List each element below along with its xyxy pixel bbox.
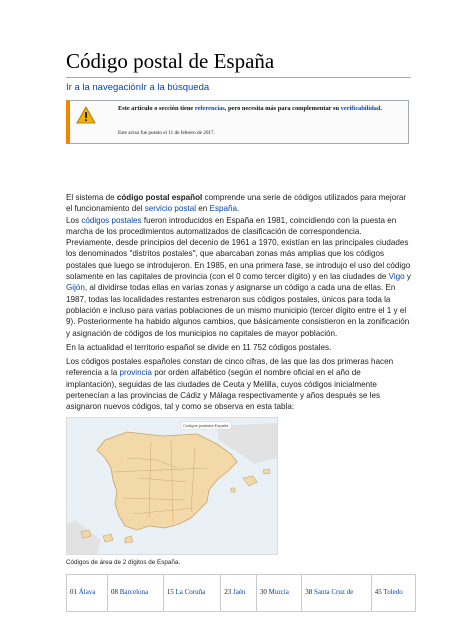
paragraph-count: En la actualidad el territorio español se divide en 11 752 códigos postales. [66, 342, 332, 352]
verification-notice [66, 100, 409, 144]
table-cell: 08 Barcelona [108, 574, 164, 611]
postal-service-link[interactable]: servicio postal [144, 204, 197, 214]
go-to-navigation-link[interactable]: Ir a la navegación [66, 82, 141, 93]
article-body [66, 192, 411, 413]
gijon-link[interactable]: Gijón [66, 283, 85, 293]
province-link[interactable]: La Coruña [175, 588, 206, 597]
bold-term: código postal español [116, 193, 203, 202]
province-link[interactable]: Jaén [232, 588, 246, 597]
table-cell: 45 Toledo [371, 574, 415, 611]
province-link[interactable]: Murcia [268, 588, 289, 597]
province-link[interactable]: Barcelona [119, 588, 149, 597]
page-title: Código postal de España [66, 49, 275, 73]
province-link[interactable]: Santa Cruz de [314, 588, 354, 597]
table-cell: 15 La Coruña [163, 574, 220, 611]
paragraph-intro: El sistema de código postal español comprende una serie de códigos utilizados para mejorar el funcionamiento del servicio postal en España. Los códigos postales fueron introducidos en España en 1981, coincidiendo con la puesta en marcha de los procedimientos automatizados de clasificación de correspondencia. Previamente, desde principios del decenio de 1961 a 1970, existían en las principales ciudades los denominados "distritos postales", que abarcaban zonas más amplias que los códigos postales que luego se introdujeron. En 1985, en una primera fase, se introdujo el uso del código solamente en las capitales de provincia (con el 0 como tercer dígito) y en las ciudades de Vigo y Gijón, al dividirse todas ellas en varias zonas y asignarse un código a cada una de ellas. En 1987, todas las localidades restantes estrenaron sus códigos postales, únicos para toda la población e incluso para varias poblaciones de un mismo municipio (tercer dígito entre el 1 y el 9). Posteriormente ha habido algunos cambios, que básicamente consistieron en la zonificación y asignación de códigos de los municipios no capitales de mayor población. [66, 193, 411, 338]
warning-icon [76, 106, 96, 124]
table-cell: 23 Jaén [221, 574, 257, 611]
postal-code-map[interactable] [66, 417, 278, 555]
article [66, 38, 411, 612]
province-link[interactable]: Toledo [383, 588, 403, 597]
verifiability-link[interactable]: verificabilidad [340, 105, 381, 112]
province-link[interactable]: Álava [78, 588, 96, 597]
table-row [67, 574, 416, 611]
map-caption: Códigos de área de 2 dígitos de España. [66, 558, 181, 566]
province-link[interactable]: provincia [119, 368, 152, 378]
vigo-link[interactable]: Vigo [388, 272, 405, 282]
map-title: Códigos postales España [183, 422, 229, 428]
notice-date: Este aviso fue puesto el 11 de febrero de 2017. [118, 130, 215, 136]
skip-links [66, 81, 411, 94]
spain-map-image [67, 418, 277, 554]
title-divider [66, 77, 411, 78]
notice-text: Este artículo o sección tiene referencias, pero necesita más para complementar su verificabilidad. [118, 105, 383, 112]
go-to-search-link[interactable]: Ir a la búsqueda [141, 82, 210, 93]
table-cell: 30 Murcia [256, 574, 301, 611]
references-link[interactable]: referencias [194, 105, 225, 112]
spain-link[interactable]: España [209, 204, 238, 214]
table-cell: 38 Santa Cruz de [302, 574, 372, 611]
paragraph-structure: Los códigos postales españoles constan de cinco cifras, de las que las dos primeras hacen referencia a la provincia por orden alfabético (según el nombre oficial en el año de implantación), seguidas de las ciudades de Ceuta y Melilla, cuyos códigos inicialmente pertenecían a las provincias de Cádiz y Málaga respectivamente y años después se les asignaron nuevos códigos, tal y como se observa en esta tabla: [66, 357, 394, 412]
postal-codes-link[interactable]: códigos postales [81, 215, 142, 225]
table-cell: 01 Álava [67, 574, 108, 611]
province-code-table [66, 574, 416, 612]
